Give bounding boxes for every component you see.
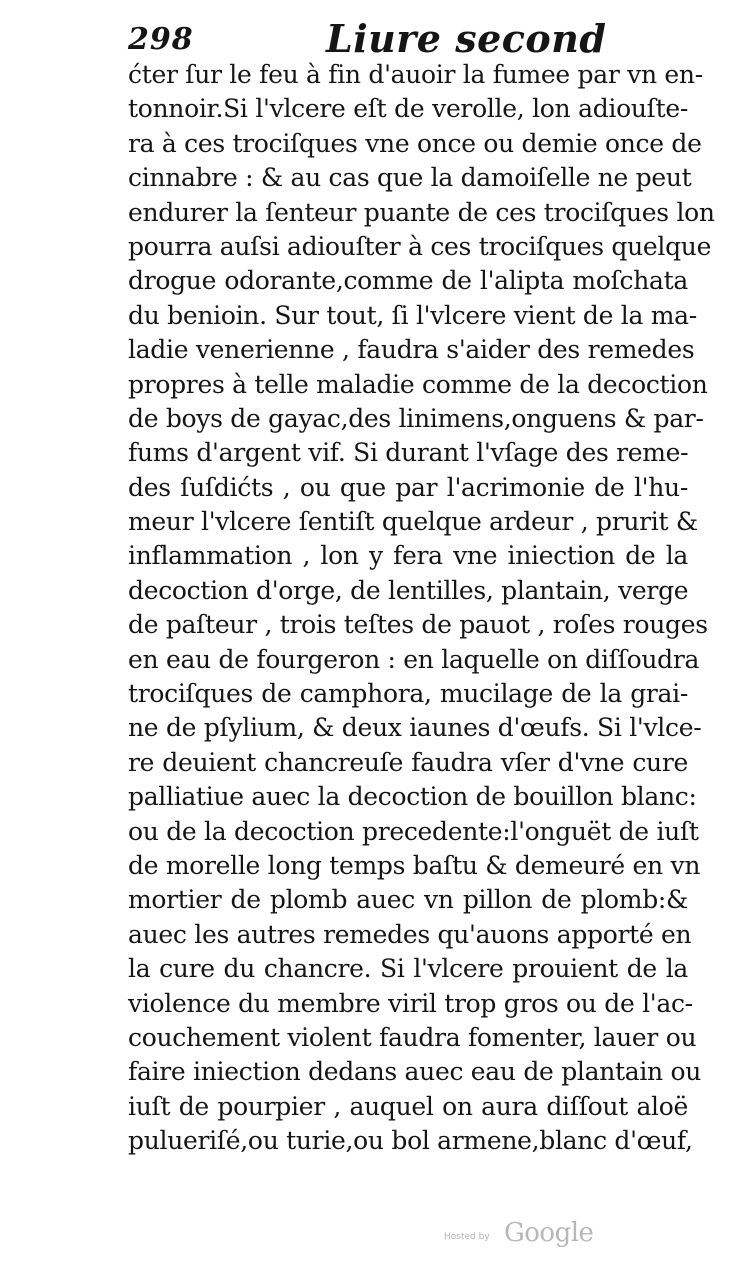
- text-line: de paſteur , trois teſtes de pauot , roſes rouges: [128, 610, 708, 640]
- text-line: meur l'vlcere ſentiſt quelque ardeur , prurit &: [128, 507, 698, 537]
- text-line: ladie venerienne , faudra s'aider des remedes: [128, 335, 695, 365]
- text-line: en eau de fourgeron : en laquelle on diſſoudra: [128, 644, 700, 674]
- text-line: faire iniection dedans auec eau de plantain ou: [128, 1057, 702, 1087]
- text-line: ou de la decoction precedente:l'onguët de iuſt: [128, 816, 699, 846]
- page-header: [128, 14, 688, 64]
- text-line: iuſt de pourpier , auquel on aura diſſout aloë: [128, 1091, 688, 1121]
- text-line: violence du membre viril trop gros ou de l'ac-: [128, 988, 693, 1018]
- text-line: pulueriſé,ou turie,ou bol armene,blanc d'œuf,: [128, 1126, 693, 1156]
- text-line: mortier de plomb auec vn pillon de plomb:&: [128, 885, 688, 915]
- text-line: tonnoir.Si l'vlcere eſt de verolle, lon adiouſte-: [128, 94, 688, 124]
- text-line: decoction d'orge, de lentilles, plantain, verge: [128, 575, 689, 605]
- text-line: des ſuſdićts , ou que par l'acrimonie de l'hu-: [128, 472, 688, 502]
- text-line: inflammation , lon y fera vne iniection de la: [128, 541, 688, 571]
- running-title: Liure second: [326, 16, 607, 61]
- text-line: re deuient chancreuſe faudra vſer d'vne cure: [128, 747, 688, 777]
- text-line: cinnabre : & au cas que la damoiſelle ne peut: [128, 163, 692, 193]
- text-line: la cure du chancre. Si l'vlcere prouient de la: [128, 954, 688, 984]
- text-line: endurer la ſenteur puante de ces trociſques lon: [128, 197, 715, 227]
- text-line: du benioin. Sur tout, ſi l'vlcere vient de la ma-: [128, 300, 697, 330]
- text-line: couchement violent faudra fomenter, lauer ou: [128, 1022, 697, 1052]
- page-number: 298: [128, 22, 194, 57]
- text-line: de morelle long temps baſtu & demeuré en vn: [128, 850, 701, 880]
- text-line: de boys de gayac,des linimens,onguens & par-: [128, 403, 704, 433]
- text-line: ne de pſylium, & deux iaunes d'œufs. Si l'vlce-: [128, 713, 702, 743]
- body-text: [128, 58, 715, 1159]
- text-line: palliatiue auec la decoction de bouillon blanc:: [128, 782, 697, 812]
- text-line: drogue odorante,comme de l'alipta moſchata: [128, 266, 688, 296]
- text-line: propres à telle maladie comme de la decoction: [128, 369, 708, 399]
- text-line: trociſques de camphora, mucilage de la grai-: [128, 679, 688, 709]
- text-line: pourra auſsi adiouſter à ces trociſques quelque: [128, 231, 712, 261]
- text-line: ra à ces trociſques vne once ou demie once de: [128, 128, 702, 158]
- google-watermark: [444, 1218, 604, 1258]
- hosted-by-label: Hosted by: [444, 1232, 490, 1242]
- text-line: fums d'argent vif. Si durant l'vſage des reme-: [128, 438, 689, 468]
- text-line: ćter ſur le feu à fin d'auoir la fumee par vn en-: [128, 60, 703, 89]
- text-line: auec les autres remedes qu'auons apporté en: [128, 919, 692, 949]
- google-logo: Google: [504, 1218, 594, 1248]
